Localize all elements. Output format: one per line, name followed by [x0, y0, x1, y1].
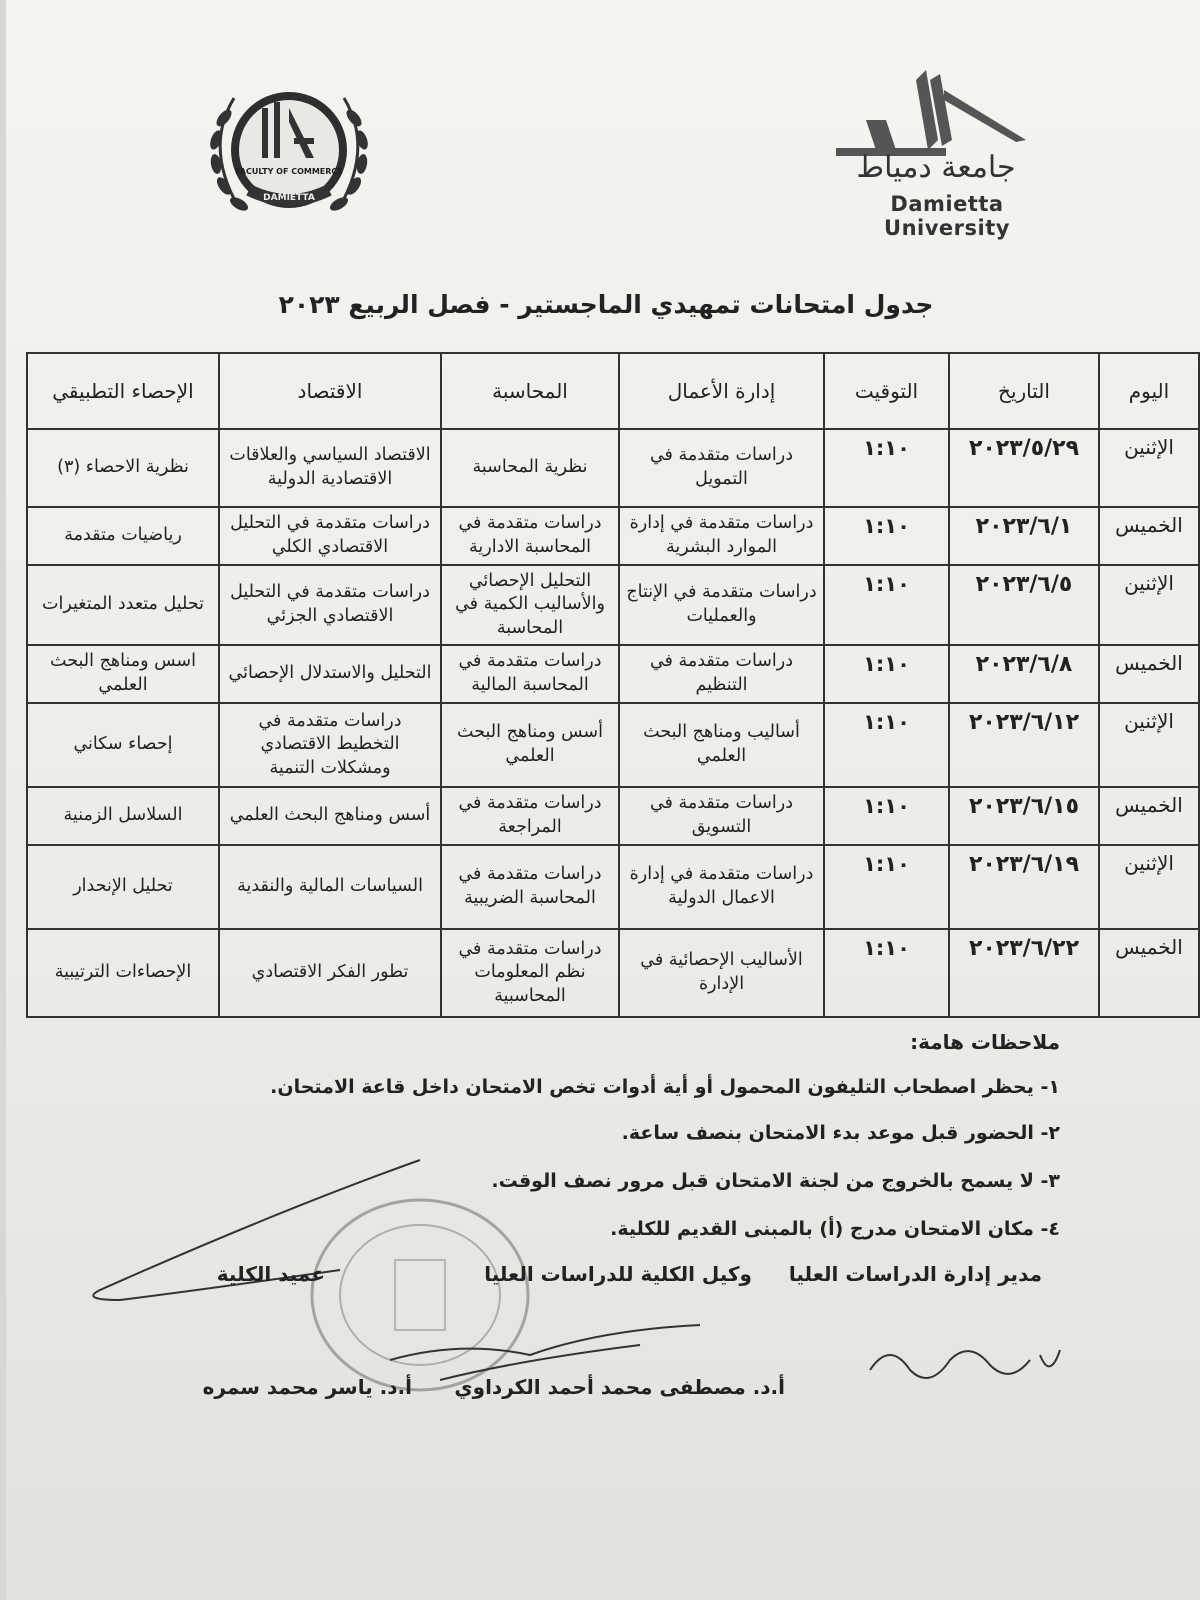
cell-economics: دراسات متقدمة في التخطيط الاقتصادي ومشكلات التنمية: [219, 703, 441, 787]
cell-business: دراسات متقدمة في التنظيم: [619, 645, 824, 703]
column-header-business: إدارة الأعمال: [619, 353, 824, 429]
cell-economics: السياسات المالية والنقدية: [219, 845, 441, 929]
column-header-economics: الاقتصاد: [219, 353, 441, 429]
cell-statistics: رياضيات متقدمة: [27, 507, 219, 565]
cell-time: ١:١٠: [824, 787, 949, 845]
cell-date: ٢٠٢٣/٦/٨: [949, 645, 1099, 703]
cell-day: الإثنين: [1099, 429, 1199, 507]
cell-statistics: تحليل الإنحدار: [27, 845, 219, 929]
university-name-arabic: جامعة دمياط: [856, 150, 1016, 185]
note-item: ٤- مكان الامتحان مدرج (أ) بالمبنى القديم للكلية.: [610, 1218, 1060, 1240]
cell-economics: تطور الفكر الاقتصادي: [219, 929, 441, 1017]
signature-icon: [860, 1320, 1070, 1400]
notes-title: ملاحظات هامة:: [910, 1030, 1060, 1054]
cell-accounting: دراسات متقدمة في المراجعة: [441, 787, 619, 845]
cell-day: الخميس: [1099, 929, 1199, 1017]
cell-date: ٢٠٢٣/٦/٢٢: [949, 929, 1099, 1017]
cell-accounting: التحليل الإحصائي والأساليب الكمية في المحاسبة: [441, 565, 619, 645]
cell-time: ١:١٠: [824, 845, 949, 929]
cell-date: ٢٠٢٣/٦/٥: [949, 565, 1099, 645]
svg-text:DAMIETTA: DAMIETTA: [263, 193, 315, 203]
column-header-statistics: الإحصاء التطبيقي: [27, 353, 219, 429]
cell-business: أساليب ومناهج البحث العلمي: [619, 703, 824, 787]
signature-icon: [380, 1300, 710, 1420]
cell-business: دراسات متقدمة في التسويق: [619, 787, 824, 845]
cell-accounting: دراسات متقدمة في المحاسبة الضريبية: [441, 845, 619, 929]
column-header-date: التاريخ: [949, 353, 1099, 429]
cell-day: الخميس: [1099, 507, 1199, 565]
cell-business: دراسات متقدمة في الإنتاج والعمليات: [619, 565, 824, 645]
cell-date: ٢٠٢٣/٦/١٩: [949, 845, 1099, 929]
cell-statistics: اسس ومناهج البحث العلمي: [27, 645, 219, 703]
vice-dean-title: وكيل الكلية للدراسات العليا: [484, 1262, 752, 1286]
cell-accounting: أسس ومناهج البحث العلمي: [441, 703, 619, 787]
dean-title: عميد الكلية: [216, 1262, 325, 1286]
cell-time: ١:١٠: [824, 565, 949, 645]
cell-accounting: دراسات متقدمة في نظم المعلومات المحاسبية: [441, 929, 619, 1017]
cell-time: ١:١٠: [824, 507, 949, 565]
cell-economics: دراسات متقدمة في التحليل الاقتصادي الكلي: [219, 507, 441, 565]
cell-accounting: دراسات متقدمة في المحاسبة الادارية: [441, 507, 619, 565]
cell-day: الخميس: [1099, 645, 1199, 703]
cell-time: ١:١٠: [824, 929, 949, 1017]
cell-statistics: إحصاء سكاني: [27, 703, 219, 787]
cell-economics: دراسات متقدمة في التحليل الاقتصادي الجزئي: [219, 565, 441, 645]
vice-dean-name: أ.د. مصطفى محمد أحمد الكرداوي: [454, 1375, 785, 1399]
cell-day: الخميس: [1099, 787, 1199, 845]
cell-day: الإثنين: [1099, 565, 1199, 645]
cell-economics: التحليل والاستدلال الإحصائي: [219, 645, 441, 703]
note-item: ٣- لا يسمح بالخروج من لجنة الامتحان قبل مرور نصف الوقت.: [491, 1170, 1060, 1192]
cell-business: دراسات متقدمة في إدارة الاعمال الدولية: [619, 845, 824, 929]
cell-date: ٢٠٢٣/٦/١٥: [949, 787, 1099, 845]
manager-title: مدير إدارة الدراسات العليا: [788, 1262, 1042, 1286]
svg-text:FACULTY OF COMMERCE: FACULTY OF COMMERCE: [235, 167, 343, 176]
cell-business: دراسات متقدمة في إدارة الموارد البشرية: [619, 507, 824, 565]
cell-statistics: السلاسل الزمنية: [27, 787, 219, 845]
cell-statistics: نظرية الاحصاء (٣): [27, 429, 219, 507]
column-header-accounting: المحاسبة: [441, 353, 619, 429]
cell-statistics: تحليل متعدد المتغيرات: [27, 565, 219, 645]
cell-date: ٢٠٢٣/٦/١: [949, 507, 1099, 565]
cell-date: ٢٠٢٣/٦/١٢: [949, 703, 1099, 787]
cell-time: ١:١٠: [824, 645, 949, 703]
cell-day: الإثنين: [1099, 845, 1199, 929]
cell-time: ١:١٠: [824, 703, 949, 787]
note-item: ٢- الحضور قبل موعد بدء الامتحان بنصف ساعة.: [621, 1122, 1060, 1144]
column-header-time: التوقيت: [824, 353, 949, 429]
note-item: ١- يحظر اصطحاب التليفون المحمول أو أية أدوات تخص الامتحان داخل قاعة الامتحان.: [270, 1076, 1060, 1098]
dean-name: أ.د. ياسر محمد سمره: [202, 1375, 412, 1399]
cell-economics: أسس ومناهج البحث العلمي: [219, 787, 441, 845]
cell-economics: الاقتصاد السياسي والعلاقات الاقتصادية الدولية: [219, 429, 441, 507]
cell-day: الإثنين: [1099, 703, 1199, 787]
cell-accounting: دراسات متقدمة في المحاسبة المالية: [441, 645, 619, 703]
cell-date: ٢٠٢٣/٥/٢٩: [949, 429, 1099, 507]
cell-accounting: نظرية المحاسبة: [441, 429, 619, 507]
cell-time: ١:١٠: [824, 429, 949, 507]
cell-statistics: الإحصاءات الترتيبية: [27, 929, 219, 1017]
cell-business: دراسات متقدمة في التمويل: [619, 429, 824, 507]
page-title: جدول امتحانات تمهيدي الماجستير - فصل الربيع ٢٠٢٣: [278, 290, 934, 319]
column-header-day: اليوم: [1099, 353, 1199, 429]
university-name-english: Damietta University: [884, 192, 1010, 240]
cell-business: الأساليب الإحصائية في الإدارة: [619, 929, 824, 1017]
